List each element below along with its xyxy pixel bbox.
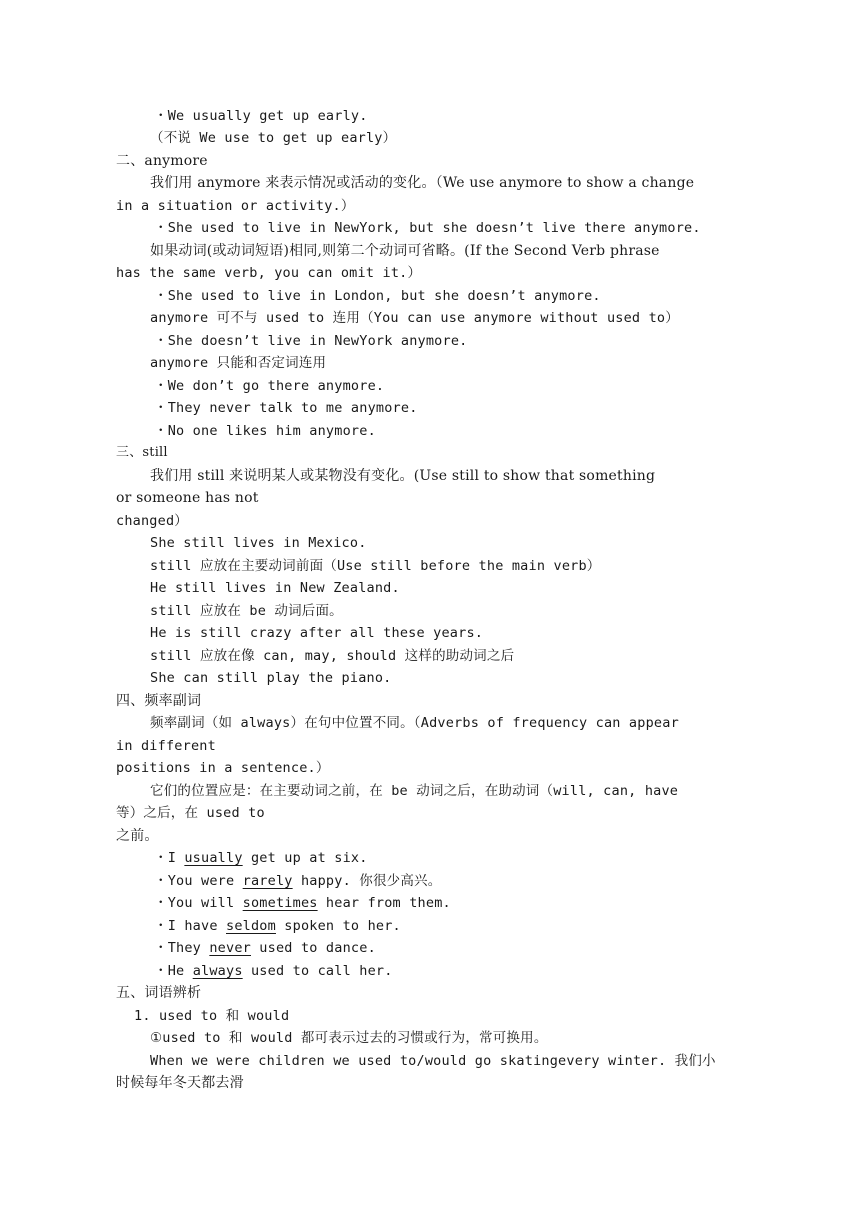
frequency-example: ・You will sometimes hear from them. [154, 895, 451, 911]
paragraph-line: changed） [116, 513, 188, 529]
section-heading-frequency: 四、频率副词 [116, 693, 202, 709]
subheading-used-to-would: 1. used to 和 would [134, 1008, 290, 1024]
paragraph-line: still 应放在主要动词前面（Use still before the main verb） [150, 558, 601, 574]
underlined-adverb: always [192, 963, 243, 979]
paragraph-line: 之前。 [116, 828, 159, 844]
paragraph-line: positions in a sentence.） [116, 760, 330, 776]
paragraph-line: in a situation or activity.） [116, 198, 355, 214]
paragraph-line: still 应放在像 can, may, should 这样的助动词之后 [150, 648, 515, 664]
underlined-adverb: never [209, 940, 251, 956]
frequency-example: ・I usually get up at six. [154, 850, 368, 866]
example-line: ・She used to live in NewYork, but she doesn’t live there anymore. [154, 220, 701, 236]
paragraph-line: 我们用 still 来说明某人或某物没有变化。(Use still to show that something [150, 468, 656, 484]
paragraph-line: 如果动词(或动词短语)相同,则第二个动词可省略。(If the Second Verb phrase [150, 243, 660, 259]
example-line: When we were children we used to/would go skatingevery winter. 我们小 [150, 1053, 716, 1069]
paragraph-line: still 应放在 be 动词后面。 [150, 603, 343, 619]
example-line: ・They never talk to me anymore. [154, 400, 418, 416]
section-heading-anymore: 二、anymore [116, 153, 208, 169]
paragraph-line: 它们的位置应是：在主要动词之前，在 be 动词之后，在助动词（will, can, have [150, 783, 679, 799]
paragraph-line: in different [116, 738, 216, 754]
paragraph-line: 我们用 anymore 来表示情况或活动的变化。（We use anymore to show a change [150, 175, 695, 191]
example-line: He still lives in New Zealand. [150, 580, 400, 596]
section-heading-still: 三、still [116, 445, 168, 460]
paragraph-line: has the same verb, you can omit it.） [116, 265, 422, 281]
paragraph-line: 频率副词（如 always）在句中位置不同。（Adverbs of frequency can appear [150, 715, 679, 731]
underlined-adverb: seldom [226, 918, 276, 934]
underlined-adverb: rarely [242, 873, 293, 889]
paragraph-line: 时候每年冬天都去滑 [116, 1075, 244, 1091]
paragraph-line: or someone has not [116, 490, 259, 506]
frequency-example: ・I have seldom spoken to her. [154, 918, 401, 934]
example-line: ・She used to live in London, but she doesn’t anymore. [154, 288, 601, 304]
example-line: ・We usually get up early. [154, 108, 368, 124]
example-line: She can still play the piano. [150, 670, 392, 686]
example-line: He is still crazy after all these years. [150, 625, 484, 641]
example-line: ・No one likes him anymore. [154, 423, 376, 439]
paragraph-line: anymore 可不与 used to 连用（You can use anymore without used to） [150, 310, 679, 326]
frequency-example: ・They never used to dance. [154, 940, 376, 956]
example-line: She still lives in Mexico. [150, 535, 367, 551]
paragraph-line: ①used to 和 would 都可表示过去的习惯或行为，常可换用。 [150, 1030, 548, 1046]
underlined-adverb: usually [184, 850, 243, 866]
underlined-adverb: sometimes [242, 895, 318, 911]
paragraph-line: 等）之后，在 used to [116, 805, 265, 821]
example-line: ・She doesn’t live in NewYork anymore. [154, 333, 468, 349]
example-line: ・We don’t go there anymore. [154, 378, 385, 394]
note-line: （不说 We use to get up early） [150, 130, 397, 146]
frequency-example: ・You were rarely happy. 你很少高兴。 [154, 873, 442, 889]
paragraph-line: anymore 只能和否定词连用 [150, 355, 327, 371]
frequency-example: ・He always used to call her. [154, 963, 393, 979]
section-heading-word-analysis: 五、词语辨析 [116, 985, 202, 1001]
